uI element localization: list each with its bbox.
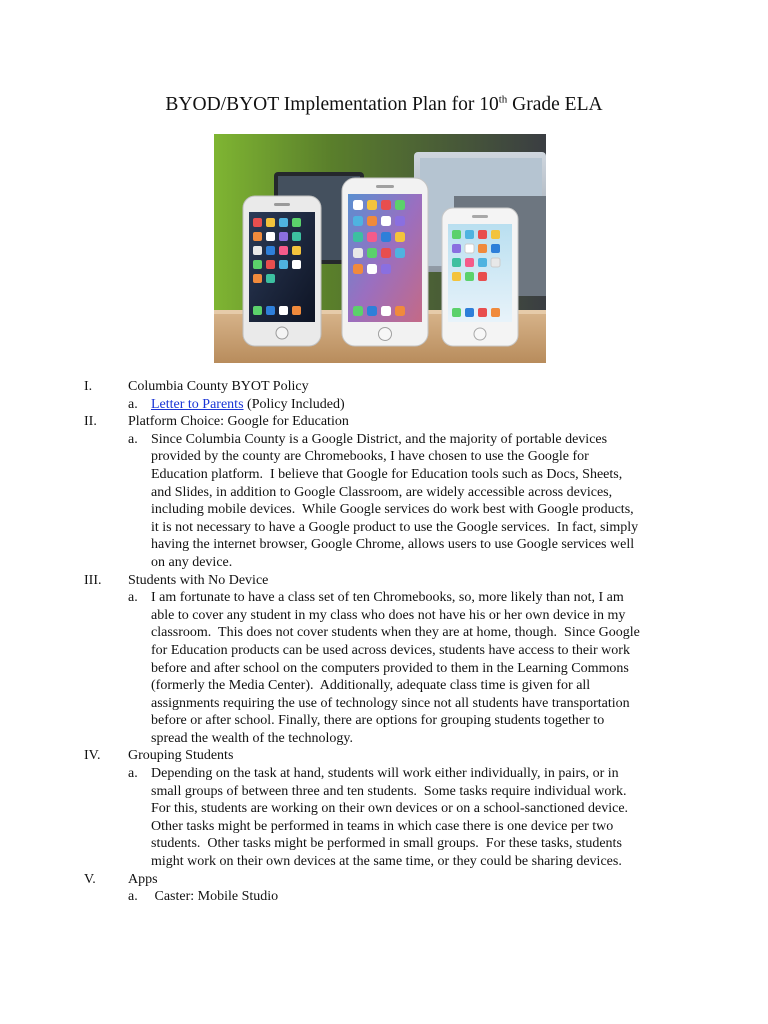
sub-item-letter: a. xyxy=(128,396,138,412)
title-main: BYOD/BYOT Implementation Plan for 10 xyxy=(165,94,499,115)
sub-item-text xyxy=(151,396,345,414)
sub-item-line xyxy=(0,501,768,519)
section-numeral: V. xyxy=(84,871,96,887)
sub-item-line xyxy=(0,765,768,783)
sub-item-line xyxy=(0,554,768,572)
sub-item-line xyxy=(0,818,768,836)
section-heading: Students with No Device xyxy=(128,572,269,588)
sub-item-line xyxy=(0,783,768,801)
sub-item-letter: a. xyxy=(128,766,138,782)
title-superscript: th xyxy=(498,93,508,106)
sub-item-text: spread the wealth of the technology. xyxy=(151,730,354,746)
sub-item-text: Caster: Mobile Studio xyxy=(151,889,279,905)
sub-item-letter: a. xyxy=(128,431,138,447)
sub-item-text: classroom. This does not cover students when they are at home, though. Since Google xyxy=(151,625,640,641)
sub-item-text: (formerly the Media Center). Additionally, adequate class time is given for all xyxy=(151,678,591,694)
sub-item-line xyxy=(0,888,768,906)
sub-item-line xyxy=(0,448,768,466)
sub-item-text: before and after school on the computers provided to them in the Learning Commons xyxy=(151,660,629,676)
sub-item-text: assignments requiring the use of technology since not all students have transportation xyxy=(151,695,630,711)
sub-item-line xyxy=(0,484,768,502)
sub-item-line xyxy=(0,519,768,537)
phone-right xyxy=(442,208,518,346)
sub-item-text: able to cover any student in my class who does not have his or her own device in my xyxy=(151,607,626,623)
sub-item-text: having the internet browser, Google Chrome, allows users to use Google services well xyxy=(151,537,635,553)
sub-item-line xyxy=(0,396,768,414)
section-heading-row xyxy=(0,572,768,590)
sub-item-line xyxy=(0,536,768,554)
sub-item-text: provided by the county are Chromebooks, I have chosen to use the Google for xyxy=(151,449,589,465)
sub-item-line xyxy=(0,660,768,678)
sub-item-line xyxy=(0,466,768,484)
implementation-outline xyxy=(0,378,768,906)
sub-item-text: on any device. xyxy=(151,554,233,570)
sub-item-text: Education platform. I believe that Google for Education tools such as Docs, Sheets, xyxy=(151,466,623,482)
sub-item-line xyxy=(0,624,768,642)
sub-item-line xyxy=(0,642,768,660)
section-numeral: II. xyxy=(84,414,97,430)
sub-item-letter: a. xyxy=(128,889,138,905)
sub-item-line xyxy=(0,730,768,748)
letter-to-parents-link[interactable]: Letter to Parents xyxy=(151,396,244,412)
page-title xyxy=(0,93,768,117)
sub-item-text: Other tasks might be performed in teams in which case there is one device per two xyxy=(151,818,614,834)
sub-item-text: small groups of between three and ten students. Some tasks require individual work. xyxy=(151,783,627,799)
sub-item-text: including mobile devices. While Google services do work best with Google products, xyxy=(151,502,634,518)
sub-item-text: Depending on the task at hand, students will work either individually, in pairs, or in xyxy=(151,766,619,782)
sub-item-text: students. Other tasks might be performed in small groups. For these tasks, students xyxy=(151,836,622,852)
sub-item-text: might work on their own devices at the same time, or they could be sharing devices. xyxy=(151,854,622,870)
title-suffix: Grade ELA xyxy=(507,94,603,115)
sub-item-text: it is not necessary to have a Google product to use the Google services. In fact, simply xyxy=(151,519,639,535)
sub-item-text: I am fortunate to have a class set of ten Chromebooks, so, more likely than not, I am xyxy=(151,590,624,606)
section-heading: Platform Choice: Google for Education xyxy=(128,414,349,430)
sub-item-line xyxy=(0,712,768,730)
sub-item-text: Since Columbia County is a Google District, and the majority of portable devices xyxy=(151,431,608,447)
sub-item-text: for Education products can be used across devices, students have access to their work xyxy=(151,642,630,658)
phones-illustration xyxy=(214,134,546,363)
sub-item-line xyxy=(0,695,768,713)
section-heading-row xyxy=(0,413,768,431)
section-numeral: IV. xyxy=(84,748,101,764)
section-heading: Columbia County BYOT Policy xyxy=(128,379,309,394)
section-heading-row xyxy=(0,871,768,889)
sub-item-line xyxy=(0,607,768,625)
sub-item-line xyxy=(0,589,768,607)
hero-image-phones xyxy=(214,134,546,363)
section-heading-row xyxy=(0,747,768,765)
sub-item-text: For this, students are working on their own devices or on a school-sanctioned device. xyxy=(151,801,629,817)
sub-item-line xyxy=(0,853,768,871)
sub-item-line xyxy=(0,677,768,695)
sub-item-line xyxy=(0,431,768,449)
sub-item-text: before or after school. Finally, there are options for grouping students together to xyxy=(151,713,605,729)
sub-item-letter: a. xyxy=(128,590,138,606)
sub-item-line xyxy=(0,835,768,853)
section-heading-row xyxy=(0,378,768,396)
phone-left xyxy=(243,196,321,346)
sub-item-text: and Slides, in addition to Google Classroom, are widely accessible across devices, xyxy=(151,484,613,500)
section-numeral: I. xyxy=(84,379,93,394)
phone-center xyxy=(342,178,428,346)
sub-item-line xyxy=(0,800,768,818)
sub-item-text-rest: (Policy Included) xyxy=(243,396,345,412)
section-heading: Apps xyxy=(128,871,158,887)
section-heading: Grouping Students xyxy=(128,748,234,764)
section-numeral: III. xyxy=(84,572,102,588)
